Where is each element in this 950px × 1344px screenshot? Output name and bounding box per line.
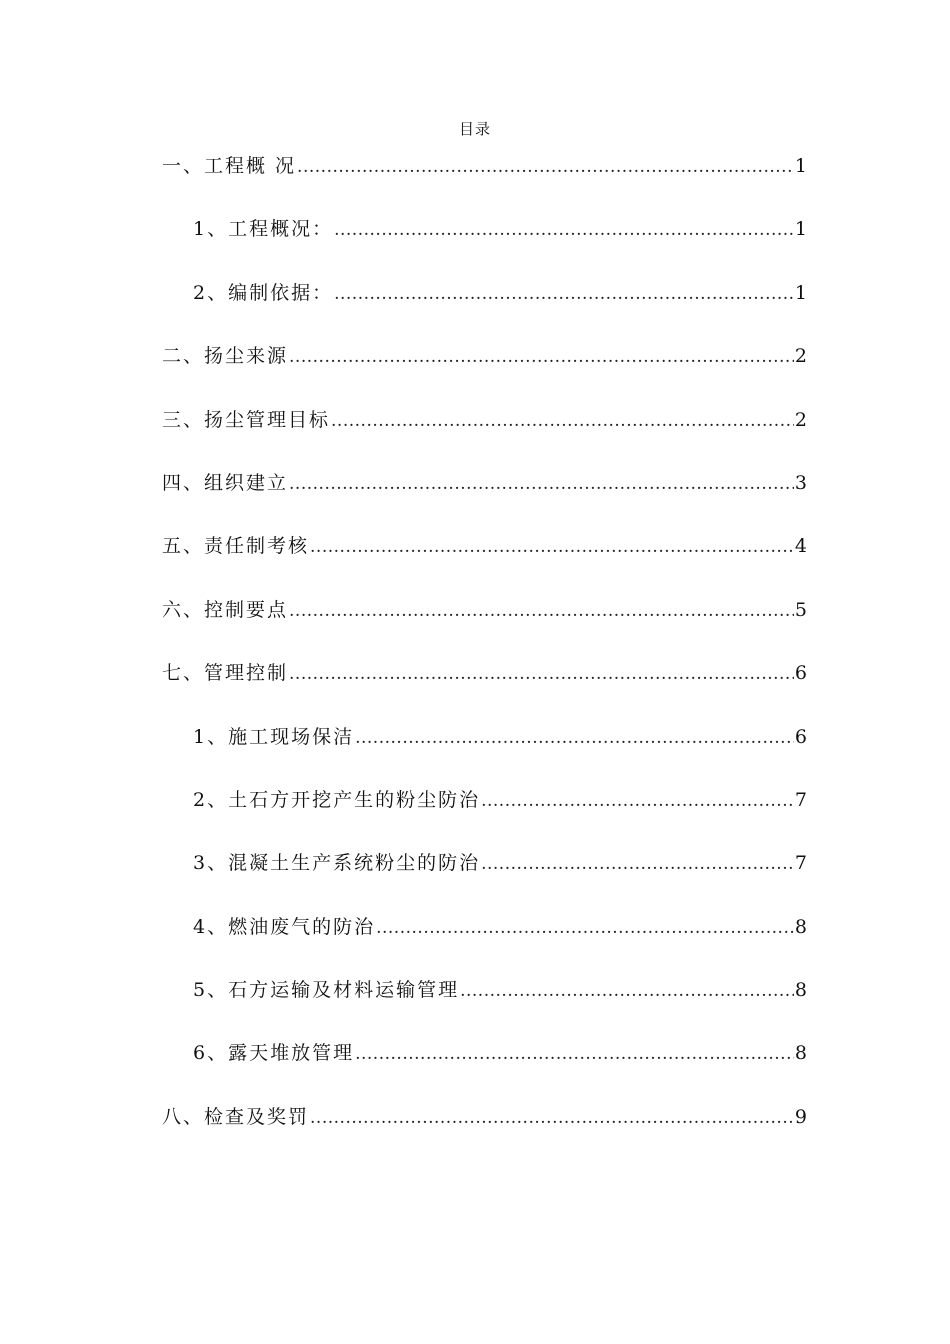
toc-page-number: 4 <box>794 535 807 558</box>
toc-entry[interactable] <box>162 909 807 972</box>
toc-dot-leader <box>355 720 794 756</box>
toc-entry[interactable] <box>162 655 807 718</box>
toc-entry-text: 1、工程概况： <box>193 218 334 241</box>
toc-page-number: 9 <box>794 1105 807 1128</box>
toc-entry[interactable] <box>162 972 807 1035</box>
toc-entry-text: 5、石方运输及材料运输管理 <box>193 979 460 1002</box>
toc-entry[interactable] <box>162 782 807 845</box>
toc-title: 目录 <box>458 120 491 138</box>
toc-dot-leader <box>289 466 794 502</box>
toc-entry[interactable] <box>162 148 807 211</box>
toc-entry[interactable] <box>162 719 807 782</box>
toc-entry-text: 1、施工现场保洁 <box>193 725 355 748</box>
toc-dot-leader <box>289 593 794 629</box>
toc-dot-leader <box>481 783 794 819</box>
toc-dot-leader <box>289 656 794 692</box>
toc-dot-leader <box>376 910 794 946</box>
toc-page-number: 1 <box>794 155 807 177</box>
toc-page-number: 2 <box>794 408 807 431</box>
toc-dot-leader <box>310 529 794 565</box>
toc-page-number: 2 <box>794 345 807 368</box>
toc-entry[interactable] <box>162 275 807 338</box>
toc-page-number: 6 <box>794 662 807 685</box>
toc-entry-text: 2、编制依据： <box>193 281 334 304</box>
toc-entry[interactable] <box>162 1099 807 1162</box>
toc-entry[interactable] <box>162 402 807 465</box>
toc-page-number: 5 <box>794 598 807 621</box>
toc-entry-text: 五、责任制考核 <box>162 535 310 558</box>
toc-entry-text: 一、工程概 况 <box>162 155 297 177</box>
toc-entry[interactable] <box>162 211 807 274</box>
toc-entry[interactable] <box>162 528 807 591</box>
toc-dot-leader <box>289 339 794 375</box>
toc-page-number: 7 <box>794 788 807 811</box>
toc-entry[interactable] <box>162 465 807 528</box>
toc-entry-text: 八、检查及奖罚 <box>162 1105 310 1128</box>
toc-dot-leader <box>334 212 794 248</box>
toc-entry-text: 4、燃油废气的防治 <box>193 915 376 938</box>
toc-dot-leader <box>297 149 794 185</box>
toc-entry[interactable] <box>162 338 807 401</box>
toc-entry-text: 6、露天堆放管理 <box>193 1042 355 1065</box>
toc-dot-leader <box>481 846 794 882</box>
toc-page-number: 8 <box>794 1042 807 1065</box>
toc-page-number: 6 <box>794 725 807 748</box>
toc-dot-leader <box>334 276 794 312</box>
toc-page-number: 3 <box>794 471 807 494</box>
toc-page-number: 1 <box>794 281 807 304</box>
toc-entry[interactable] <box>162 1035 807 1098</box>
toc-entry-text: 三、扬尘管理目标 <box>162 408 331 431</box>
toc-entry[interactable] <box>162 592 807 655</box>
toc-entry-text: 3、混凝土生产系统粉尘的防治 <box>193 852 481 875</box>
toc-list <box>162 148 807 1162</box>
toc-dot-leader <box>355 1036 794 1072</box>
toc-dot-leader <box>310 1100 794 1136</box>
toc-dot-leader <box>460 973 794 1009</box>
toc-entry[interactable] <box>162 845 807 908</box>
toc-dot-leader <box>331 403 794 439</box>
toc-entry-text: 四、组织建立 <box>162 471 289 494</box>
toc-page-number: 1 <box>794 218 807 241</box>
toc-entry-text: 二、扬尘来源 <box>162 345 289 368</box>
toc-page-number: 8 <box>794 979 807 1002</box>
toc-entry-text: 七、管理控制 <box>162 662 289 685</box>
toc-page-number: 7 <box>794 852 807 875</box>
toc-page-number: 8 <box>794 915 807 938</box>
toc-entry-text: 六、控制要点 <box>162 598 289 621</box>
toc-entry-text: 2、土石方开挖产生的粉尘防治 <box>193 788 481 811</box>
